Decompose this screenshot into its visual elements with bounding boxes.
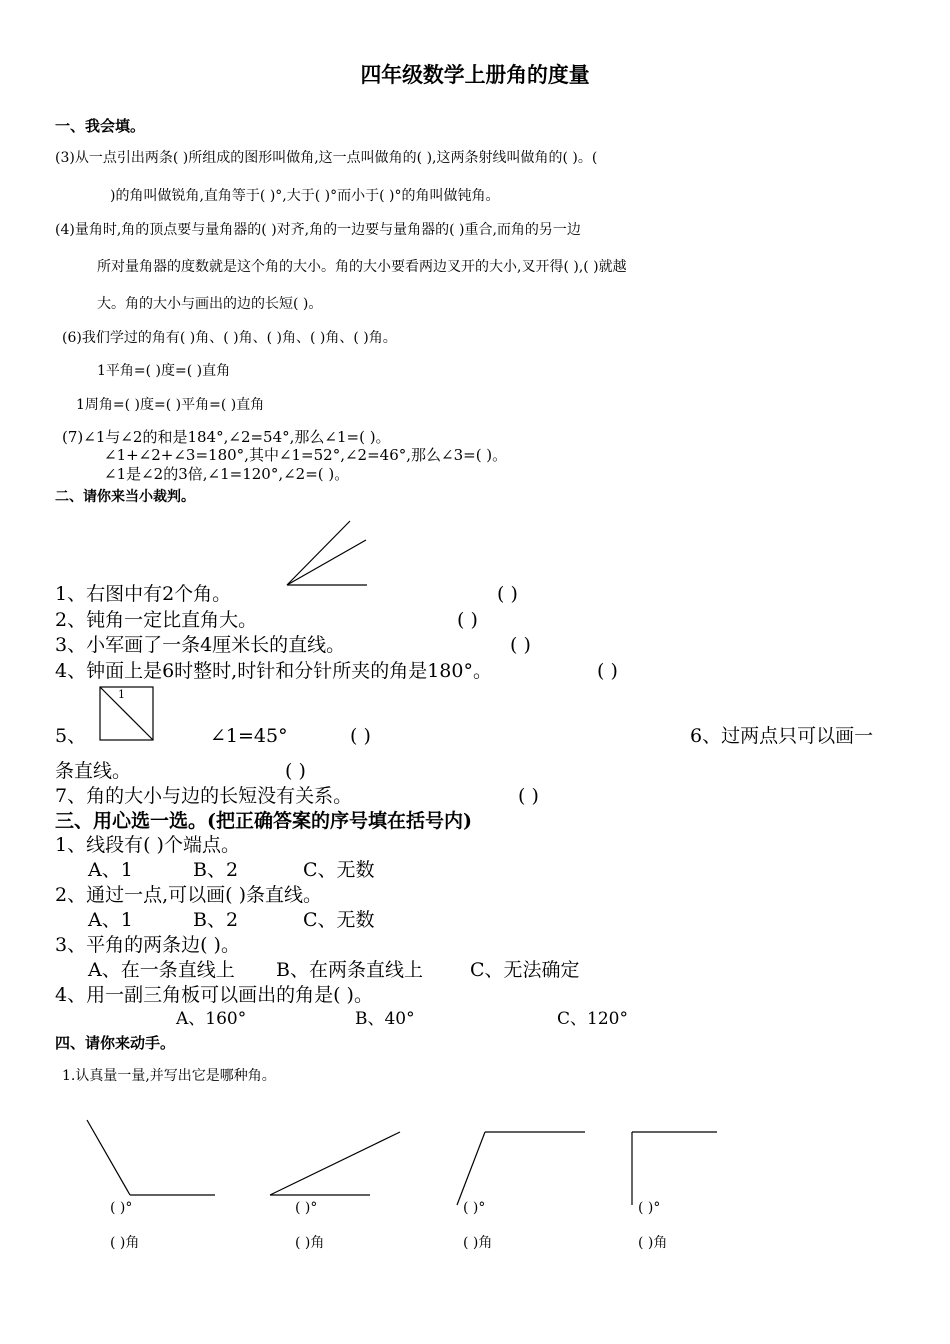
q7-line2: ∠1+∠2+∠3=180°,其中∠1=52°,∠2=46°,那么∠3=( )。: [104, 446, 508, 464]
choice-q4-option-a: A、160°: [176, 1009, 247, 1029]
choice-q4-option-c: C、120°: [557, 1009, 628, 1029]
judge-item-6-part2: 条直线。: [55, 760, 132, 782]
angle-1-ray-a: [87, 1120, 130, 1195]
angle-2-degree-blank[interactable]: ( )°: [295, 1200, 318, 1216]
judge-item-7: 7、角的大小与边的长短没有关系。: [55, 785, 353, 807]
section2-heading: 二、请你来当小裁判。: [55, 489, 195, 505]
choice-q3-option-b: B、在两条直线上: [276, 959, 423, 981]
measure-instruction: 1.认真量一量,并写出它是哪种角。: [62, 1068, 276, 1084]
judge-item-4-blank[interactable]: ( ): [597, 660, 618, 682]
choice-q2-option-b: B、2: [193, 909, 239, 931]
choice-q3-option-c: C、无法确定: [470, 959, 580, 981]
choice-q4: 4、用一副三角板可以画出的角是( )。: [55, 984, 373, 1006]
judge-item-6-part1: 6、过两点只可以画一: [690, 725, 874, 747]
judge-item-4: 4、钟面上是6时整时,时针和分针所夹的角是180°。: [55, 660, 492, 682]
q3-line1: (3)从一点引出两条( )所组成的图形叫做角,这一点叫做角的( ),这两条射线叫做角的( )。(: [55, 150, 598, 166]
angle-3-type-blank[interactable]: ( )角: [463, 1235, 493, 1251]
choice-q1-option-b: B、2: [193, 859, 239, 881]
choice-q4-option-b: B、40°: [355, 1009, 415, 1029]
angle-3-degree-blank[interactable]: ( )°: [463, 1200, 486, 1216]
judge-item-5-text: ∠1=45°: [210, 725, 288, 747]
page-title: 四年级数学上册角的度量: [360, 62, 590, 87]
judge-item-1: 1、右图中有2个角。: [55, 583, 232, 605]
angle-4-degree-blank[interactable]: ( )°: [638, 1200, 661, 1216]
q6-line1: (6)我们学过的角有( )角、( )角、( )角、( )角、( )角。: [62, 330, 397, 346]
q6-line2: 1平角=( )度=( )直角: [97, 363, 231, 379]
square-angle-label: 1: [118, 688, 125, 701]
judge-item-2: 2、钝角一定比直角大。: [55, 609, 258, 631]
judge-item-2-blank[interactable]: ( ): [457, 609, 478, 631]
angle-2-ray-a: [270, 1132, 400, 1195]
section4-heading: 四、请你来动手。: [55, 1034, 176, 1052]
q4-line3: 大。角的大小与画出的边的长短( )。: [97, 296, 323, 312]
section3-heading: 三、用心选一选。(把正确答案的序号填在括号内): [55, 810, 472, 832]
judge-item-6-blank[interactable]: ( ): [285, 760, 306, 782]
angle-4-type-blank[interactable]: ( )角: [638, 1235, 668, 1251]
choice-q2-option-c: C、无数: [303, 909, 375, 931]
q6-line3: 1周角=( )度=( )平角=( )直角: [76, 397, 265, 413]
choice-q2: 2、通过一点,可以画( )条直线。: [55, 884, 322, 906]
choice-q1: 1、线段有( )个端点。: [55, 834, 240, 856]
q7-line1: (7)∠1与∠2的和是184°,∠2=54°,那么∠1=( )。: [62, 428, 391, 446]
judge-item-3: 3、小军画了一条4厘米长的直线。: [55, 634, 346, 656]
choice-q3: 3、平角的两条边( )。: [55, 934, 240, 956]
judge-item-1-blank[interactable]: ( ): [497, 583, 518, 605]
choice-q1-option-c: C、无数: [303, 859, 375, 881]
q4-line2: 所对量角器的度数就是这个角的大小。角的大小要看两边叉开的大小,叉开得( ),( )就越: [97, 259, 627, 275]
choice-q1-option-a: A、1: [88, 859, 133, 881]
choice-q3-option-a: A、在一条直线上: [88, 959, 235, 981]
judge-item-3-blank[interactable]: ( ): [510, 634, 531, 656]
judge-item-5-prefix: 5、: [55, 725, 87, 747]
q7-line3: ∠1是∠2的3倍,∠1=120°,∠2=( )。: [104, 465, 350, 483]
angle-2-type-blank[interactable]: ( )角: [295, 1235, 325, 1251]
judge-item-5-blank[interactable]: ( ): [350, 725, 371, 747]
angle-1-type-blank[interactable]: ( )角: [110, 1235, 140, 1251]
section1-heading: 一、我会填。: [55, 117, 146, 135]
choice-q2-option-a: A、1: [88, 909, 133, 931]
angle-3-ray-b: [457, 1132, 485, 1205]
q3-line2: )的角叫做锐角,直角等于( )°,大于( )°而小于( )°的角叫做钝角。: [110, 188, 500, 204]
q4-line1: (4)量角时,角的顶点要与量角器的( )对齐,角的一边要与量角器的( )重合,而角的另一边: [55, 222, 581, 238]
angle-1-degree-blank[interactable]: ( )°: [110, 1200, 133, 1216]
judge-item-7-blank[interactable]: ( ): [518, 785, 539, 807]
